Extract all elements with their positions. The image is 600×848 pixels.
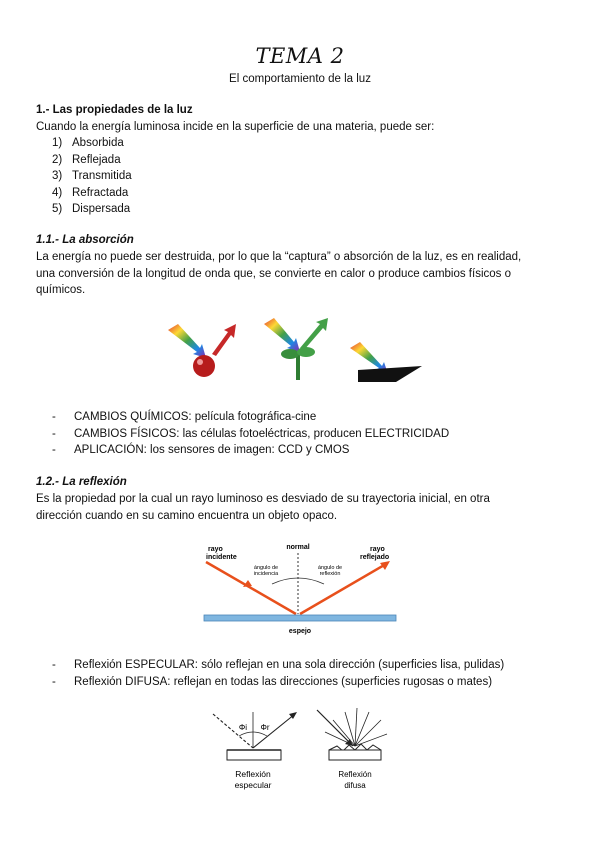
properties-list	[52, 135, 132, 218]
normal-label: normal	[286, 544, 310, 551]
reflected-ray	[300, 564, 386, 614]
diffuse-label-2: difusa	[344, 781, 366, 790]
list-item: - Reflexión ESPECULAR: sólo reflejan en una sola dirección (superficies lisa, pulidas)	[52, 659, 505, 671]
incidence-angle-label-1: ángulo de	[253, 565, 279, 571]
incidence-angle-label-2: incidencia	[253, 571, 279, 577]
list-item: 4) Refractada	[52, 186, 129, 199]
section-1-1-paragraph: La energía no puede ser destruida, por lo que la “captura” o absorción de la luz, es en realidad, una conversión de la longitud de onda que, se convierte en calor o produce cambios físicos o químicos.	[36, 251, 522, 296]
list-item: 3) Transmitida	[52, 170, 132, 182]
absorption-bullets	[52, 409, 449, 459]
specular-diffuse-figure	[205, 704, 395, 796]
list-item: 1) Absorbida	[52, 137, 124, 149]
list-item: - APLICACIÓN: los sensores de imagen: CCD y CMOS	[52, 444, 350, 456]
section-1-2-paragraph: Es la propiedad por la cual un rayo luminoso es desviado de su trayectoria inicial, en otra dirección cuando en su camino encuentra un objeto opaco.	[36, 493, 490, 522]
reflection-angle-label-1: ángulo de	[317, 565, 343, 571]
section-1-intro: Cuando la energía luminosa incide en la superficie de una materia, puede ser:	[36, 121, 435, 133]
specular-label-2: especular	[234, 780, 272, 790]
incident-ray-label-2: incidente	[206, 554, 237, 561]
list-item: 2) Reflejada	[52, 153, 121, 166]
page-title: TEMA 2	[255, 44, 345, 68]
phi-r-label: Φr	[260, 723, 270, 732]
list-item: - CAMBIOS FÍSICOS: las células fotoeléctricas, producen ELECTRICIDAD	[52, 427, 450, 440]
diffuse-label-1: Reflexión	[338, 770, 372, 779]
page-subtitle: El comportamiento de la luz	[229, 73, 371, 85]
list-item: - Reflexión DIFUSA: reflejan en todas las direcciones (superficies rugosas o mates)	[52, 675, 493, 688]
incident-ray-label-1: rayo	[208, 546, 223, 553]
reflection-angle-label-2: reflexión	[319, 571, 341, 577]
mirror-label: espejo	[288, 628, 312, 635]
absorption-illustration	[160, 318, 440, 386]
black-surface-figure	[350, 342, 422, 382]
list-item: 5) Dispersada	[52, 203, 131, 215]
reflected-ray-label-2: reflejado	[360, 554, 390, 561]
list-item: - CAMBIOS QUÍMICOS: película fotográfica-cine	[52, 411, 317, 423]
reflected-ray-label-1: rayo	[370, 546, 385, 553]
specular-label-1: Reflexión	[235, 769, 271, 779]
mirror	[204, 615, 396, 621]
plant-figure	[264, 318, 328, 380]
section-1-heading: 1.- Las propiedades de la luz	[36, 104, 193, 116]
section-1-1-heading: 1.1.- La absorción	[36, 234, 134, 246]
apple-figure	[168, 324, 236, 377]
specular-reflection-figure	[213, 712, 297, 790]
phi-i-label: Φi	[238, 723, 248, 732]
incident-ray	[206, 562, 296, 614]
diffuse-reflection-figure	[317, 708, 387, 790]
reflection-bullets	[52, 657, 504, 690]
reflection-diagram	[200, 540, 400, 636]
section-1-2-heading: 1.2.- La reflexión	[36, 476, 127, 488]
